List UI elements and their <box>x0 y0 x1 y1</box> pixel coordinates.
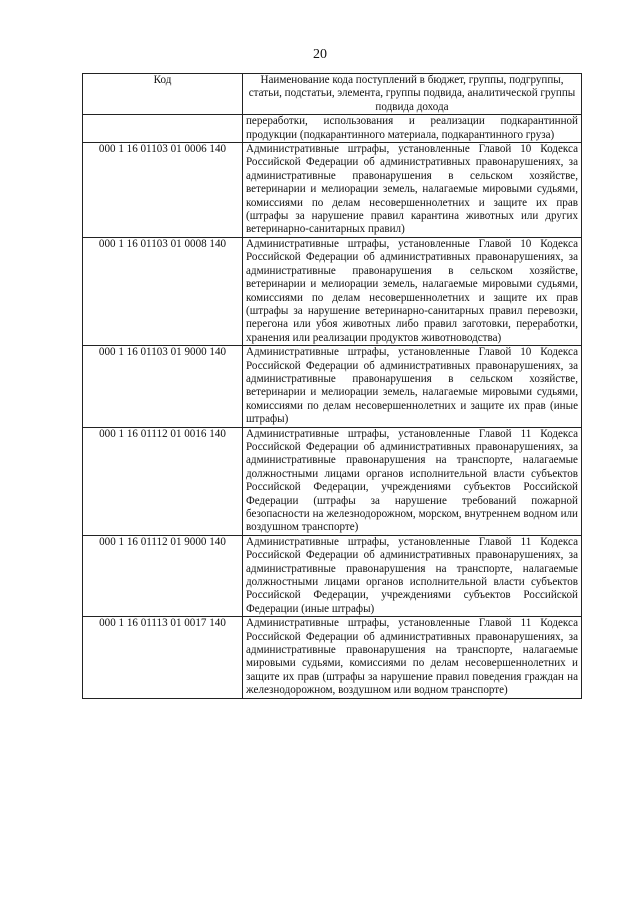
row-description: Административные штрафы, установленные Главой 10 Кодекса Российской Федерации об административных правонарушениях, за административные правонарушения в сельском хозяйстве, ветеринарии и мелиорации земель, налагаемые мировыми судьями, комиссиями по делам несовершеннолетних и защите их прав (иные штрафы) <box>243 346 582 427</box>
revenue-codes-table <box>82 73 582 699</box>
header-code: Код <box>83 74 243 115</box>
row-description: Административные штрафы, установленные Главой 11 Кодекса Российской Федерации об административных правонарушениях, за административные правонарушения на транспорте, налагаемые должностными лицами органов исполнительной власти субъектов Российской Федерации, учреждениями субъектов Российской Федерации (иные штрафы) <box>243 535 582 616</box>
row-description: Административные штрафы, установленные Главой 10 Кодекса Российской Федерации об административных правонарушениях, за административные правонарушения в сельском хозяйстве, ветеринарии и мелиорации земель, налагаемые мировыми судьями, комиссиями по делам несовершеннолетних и защите их прав (штрафы за нарушение ветеринарно-санитарных правил перевозки, перегона или убоя животных либо правил заготовки, переработки, хранения или реализации продуктов животноводства) <box>243 237 582 345</box>
table-row <box>83 115 582 143</box>
row-code: 000 1 16 01103 01 0008 140 <box>83 237 243 345</box>
row-code <box>83 115 243 143</box>
row-code: 000 1 16 01112 01 0016 140 <box>83 427 243 535</box>
row-code: 000 1 16 01103 01 9000 140 <box>83 346 243 427</box>
table-row <box>83 427 582 535</box>
row-description: Административные штрафы, установленные Главой 11 Кодекса Российской Федерации об административных правонарушениях, за административные правонарушения на транспорте, налагаемые должностными лицами органов исполнительной власти субъектов Российской Федерации, учреждениями субъектов Российской Федерации (штрафы за нарушение требований пожарной безопасности на железнодорожном, морском, внутреннем водном или воздушном транспорте) <box>243 427 582 535</box>
row-description: Административные штрафы, установленные Главой 10 Кодекса Российской Федерации об административных правонарушениях, за административные правонарушения в сельском хозяйстве, ветеринарии и мелиорации земель, налагаемые мировыми судьями, комиссиями по делам несовершеннолетних и защите их прав (штрафы за нарушение правил карантина животных или других ветеринарно-санитарных правил) <box>243 143 582 238</box>
header-name: Наименование кода поступлений в бюджет, группы, подгруппы, статьи, подстатьи, элемента, группы подвида, аналитической группы подвида дохода <box>243 74 582 115</box>
table-header-row <box>83 74 582 115</box>
row-code: 000 1 16 01113 01 0017 140 <box>83 617 243 698</box>
page-number: 20 <box>313 47 327 62</box>
row-code: 000 1 16 01112 01 9000 140 <box>83 535 243 616</box>
table-row <box>83 143 582 238</box>
table-row <box>83 346 582 427</box>
row-description: переработки, использования и реализации подкарантинной продукции (подкарантинного материала, подкарантинного груза) <box>243 115 582 143</box>
table-row <box>83 237 582 345</box>
row-code: 000 1 16 01103 01 0006 140 <box>83 143 243 238</box>
table-row <box>83 617 582 698</box>
row-description: Административные штрафы, установленные Главой 11 Кодекса Российской Федерации об административных правонарушениях, за административные правонарушения на транспорте, налагаемые мировыми судьями, комиссиями по делам несовершеннолетних и защите их прав (штрафы за нарушение правил поведения граждан на железнодорожном, воздушном или водном транспорте) <box>243 617 582 698</box>
table-row <box>83 535 582 616</box>
